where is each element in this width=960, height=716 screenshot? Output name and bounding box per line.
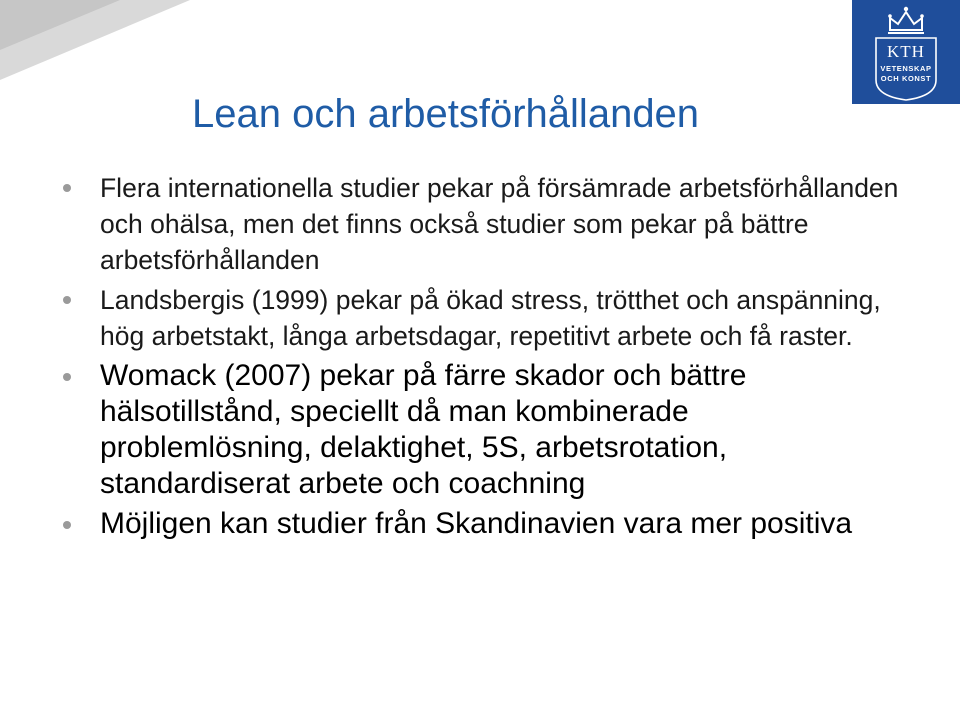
bullet-list <box>60 170 900 546</box>
logo-line-1: VETENSKAP <box>880 64 932 73</box>
corner-decoration <box>0 0 190 80</box>
logo-line-2: OCH KONST <box>880 74 932 83</box>
bullet-dot-icon <box>63 373 71 381</box>
bullet-item <box>60 506 900 542</box>
bullet-item <box>60 282 900 354</box>
bullet-dot-icon <box>63 296 71 304</box>
bullet-dot-icon <box>63 184 71 192</box>
bullet-item <box>60 358 900 502</box>
bullet-text: Flera internationella studier pekar på försämrade arbetsförhållanden och ohälsa, men det finns också studier som pekar på bättre arbetsförhållanden <box>100 173 899 275</box>
bullet-text: Landsbergis (1999) pekar på ökad stress, trötthet och anspänning, hög arbetstakt, långa arbetsdagar, repetitivt arbete och få raster. <box>100 285 881 351</box>
slide-title: Lean och arbetsförhållanden <box>192 92 700 136</box>
bullet-text: Möjligen kan studier från Skandinavien vara mer positiva <box>100 507 853 540</box>
kth-logo <box>852 0 960 104</box>
logo-name: KTH <box>887 42 925 61</box>
bullet-text: Womack (2007) pekar på färre skador och bättre hälsotillstånd, speciellt då man kombinerade problemlösning, delaktighet, 5S, arbetsrotation, standardiserat arbete och coachning <box>100 359 747 500</box>
bullet-dot-icon <box>63 521 71 529</box>
bullet-item <box>60 170 900 278</box>
